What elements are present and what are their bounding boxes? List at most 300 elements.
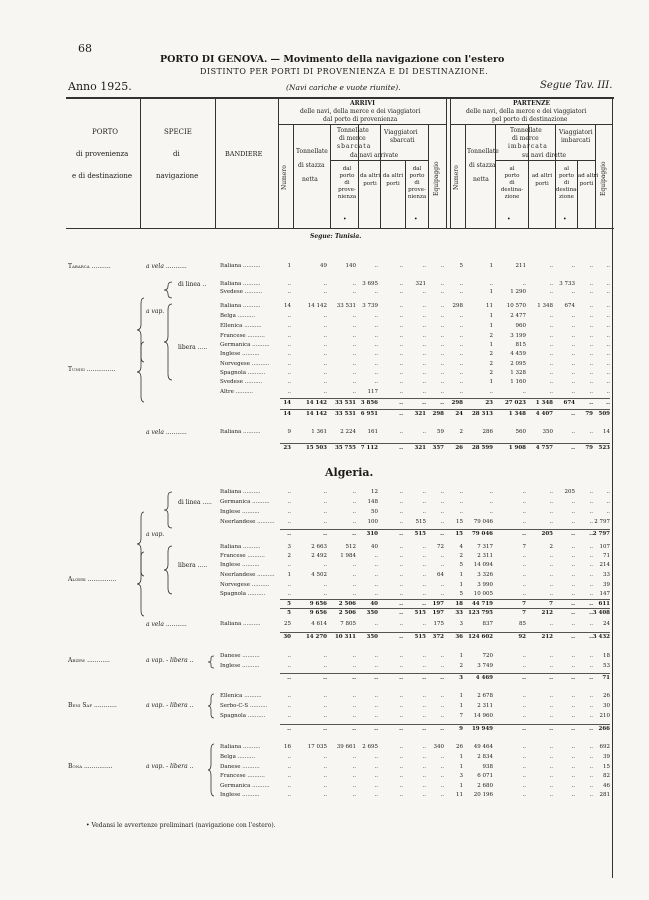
- header-stazza-par-2: di stazza: [469, 162, 496, 169]
- table-cell: ..: [399, 783, 403, 789]
- table-cell: ..: [571, 361, 575, 367]
- table-cell: ..: [399, 499, 403, 505]
- table-cell: ..: [374, 713, 378, 719]
- table-cell: ..: [440, 370, 444, 376]
- table-cell: ..: [440, 764, 444, 770]
- table-cell: ..: [422, 792, 426, 798]
- nav-arzew: a vap. - libera ..: [146, 657, 194, 664]
- header-porto-3: e di destinazione: [72, 172, 133, 180]
- table-cell: ..: [287, 342, 291, 348]
- flag-label: Serbo-C-S ..........: [220, 703, 268, 709]
- table-cell: ..: [352, 361, 356, 367]
- table-cell: 837: [482, 621, 493, 627]
- table-cell: 10 005: [473, 591, 493, 597]
- table-cell: ..: [440, 591, 444, 597]
- header-al-porto-viagg: al porto di destina- zione: [556, 166, 579, 200]
- table-cell: ..: [399, 663, 403, 669]
- table-cell: ..: [522, 754, 526, 760]
- table-cell: ..: [323, 693, 327, 699]
- table-cell: ..: [422, 379, 426, 385]
- col-divider: [495, 124, 496, 228]
- table-cell: 20 196: [473, 792, 493, 798]
- table-cell: ..: [589, 562, 593, 568]
- table-cell: 4 469: [475, 675, 493, 681]
- table-cell: ..: [399, 582, 403, 588]
- table-cell: ..: [522, 744, 526, 750]
- table-cell: ..: [399, 323, 403, 329]
- table-cell: ..: [549, 281, 553, 287]
- table-cell: 39 661: [336, 744, 356, 750]
- table-cell: ..: [399, 263, 403, 269]
- table-cell: ..: [323, 653, 327, 659]
- table-cell: ..: [399, 562, 403, 568]
- flag-label: Francese ..........: [220, 553, 265, 559]
- table-cell: 350: [542, 429, 553, 435]
- table-cell: 286: [482, 429, 493, 435]
- table-cell: 5: [459, 591, 463, 597]
- nav-algeri-linea: di linea .....: [178, 499, 212, 506]
- header-star-3: •: [507, 216, 511, 223]
- header-arrivi-sub2: dal porto di provenienza: [323, 116, 398, 123]
- table-cell: 107: [599, 544, 610, 550]
- page-title: PORTO DI GENOVA. — Movimento della navigazione con l'estero: [160, 54, 505, 65]
- table-cell: 39: [603, 754, 610, 760]
- table-cell: ..: [440, 351, 444, 357]
- table-cell: ..: [399, 744, 403, 750]
- table-cell: ..: [399, 445, 403, 451]
- table-cell: ..: [399, 389, 403, 395]
- table-cell: ..: [440, 562, 444, 568]
- table-cell: ..: [352, 342, 356, 348]
- table-cell: ..: [522, 489, 526, 495]
- table-cell: ..: [571, 582, 575, 588]
- year-label: Anno 1925.: [68, 80, 132, 93]
- table-cell: ..: [522, 572, 526, 578]
- table-cell: 7 805: [340, 621, 356, 627]
- flag-label: Danese ..........: [220, 764, 260, 770]
- table-cell: ..: [287, 663, 291, 669]
- table-cell: ..: [571, 675, 575, 681]
- table-cell: 2 695: [362, 744, 378, 750]
- table-cell: 815: [515, 342, 526, 348]
- col-divider: [428, 124, 429, 228]
- table-cell: ..: [374, 351, 378, 357]
- table-cell: ..: [374, 342, 378, 348]
- flag-label: Italiana ..........: [220, 303, 261, 309]
- table-cell: ..: [422, 313, 426, 319]
- flag-label: Neerlandese ..........: [220, 572, 275, 578]
- table-cell: ..: [323, 370, 327, 376]
- table-cell: ..: [571, 792, 575, 798]
- table-cell: 15: [603, 764, 610, 770]
- header-dal-porto-viagg: dal porto di prove- nienza: [407, 166, 427, 200]
- table-cell: ..: [422, 726, 426, 732]
- table-cell: ..: [571, 263, 575, 269]
- header-merce-sbarcata-1: Tonnellate: [337, 127, 369, 134]
- table-cell: 14 094: [473, 562, 493, 568]
- table-cell: ..: [571, 783, 575, 789]
- table-cell: 72: [437, 544, 444, 550]
- table-cell: ..: [459, 351, 463, 357]
- table-cell: ..: [549, 361, 553, 367]
- table-cell: ..: [522, 764, 526, 770]
- table-cell: ..: [374, 653, 378, 659]
- table-cell: 26: [455, 445, 463, 451]
- table-cell: ..: [399, 411, 403, 417]
- table-cell: 3 326: [477, 572, 493, 578]
- table-cell: 298: [432, 411, 444, 417]
- table-cell: ..: [571, 726, 575, 732]
- table-cell: ..: [352, 792, 356, 798]
- table-cell: ..: [287, 783, 291, 789]
- table-cell: 5: [287, 601, 291, 607]
- table-cell: 33 531: [336, 303, 356, 309]
- table-cell: ..: [352, 370, 356, 376]
- table-cell: 9: [287, 429, 291, 435]
- table-cell: ..: [323, 773, 327, 779]
- table-cell: 147: [599, 591, 610, 597]
- table-cell: ..: [522, 713, 526, 719]
- nav-algeri-vela: a vela ...........: [146, 621, 187, 628]
- table-cell: ..: [287, 281, 291, 287]
- table-cell: ..: [323, 289, 327, 295]
- table-cell: ..: [374, 572, 378, 578]
- table-cell: ..: [374, 379, 378, 385]
- flag-label: Norvegese ..........: [220, 582, 270, 588]
- table-cell: 1 328: [510, 370, 526, 376]
- port-bona: Bona ...............: [68, 763, 113, 770]
- table-cell: 161: [367, 429, 378, 435]
- table-cell: 212: [541, 634, 553, 640]
- section-algeria: Algeria.: [325, 466, 374, 479]
- table-cell: 6 071: [477, 773, 493, 779]
- table-cell: ..: [549, 653, 553, 659]
- table-cell: 6 951: [360, 411, 378, 417]
- table-cell: ..: [571, 653, 575, 659]
- flag-label: Belga ..........: [220, 754, 256, 760]
- table-cell: 23: [485, 400, 493, 406]
- port-arzew: Arzew ............: [68, 657, 110, 664]
- table-cell: ..: [399, 303, 403, 309]
- table-cell: ..: [589, 531, 593, 537]
- table-cell: 321: [414, 445, 426, 451]
- table-cell: ..: [589, 675, 593, 681]
- table-cell: ..: [440, 726, 444, 732]
- flag-label: Italiana ..........: [220, 429, 261, 435]
- table-cell: ..: [606, 281, 610, 287]
- table-cell: ..: [287, 713, 291, 719]
- header-arrivi: ARRIVI: [350, 100, 375, 107]
- table-cell: ..: [606, 499, 610, 505]
- table-cell: ..: [374, 754, 378, 760]
- table-cell: 2: [489, 351, 493, 357]
- port-tunisi: Tunisi ...............: [68, 366, 116, 373]
- table-cell: ..: [399, 544, 403, 550]
- table-cell: 357: [432, 445, 444, 451]
- table-cell: ..: [323, 562, 327, 568]
- table-cell: 40: [371, 544, 378, 550]
- table-cell: ..: [352, 562, 356, 568]
- table-cell: ..: [323, 389, 327, 395]
- table-cell: 4 757: [535, 445, 553, 451]
- table-cell: ..: [440, 531, 444, 537]
- table-cell: 2 311: [477, 703, 493, 709]
- table-cell: ..: [323, 783, 327, 789]
- header-merce-imbarcata-1: Tonnellate: [510, 127, 542, 134]
- nav-tunisi-vela: a vela ...........: [146, 429, 187, 436]
- table-cell: 960: [515, 323, 526, 329]
- table-cell: 33 531: [334, 411, 356, 417]
- table-cell: 1 348: [508, 411, 526, 417]
- table-cell: ..: [287, 323, 291, 329]
- table-cell: 4: [459, 544, 463, 550]
- table-cell: 2 477: [510, 313, 526, 319]
- table-cell: ..: [522, 519, 526, 525]
- table-cell: ..: [489, 509, 493, 515]
- table-cell: 3 199: [510, 333, 526, 339]
- table-cell: 3 856: [360, 400, 378, 406]
- table-cell: 560: [515, 429, 526, 435]
- table-cell: ..: [459, 333, 463, 339]
- table-cell: ..: [323, 792, 327, 798]
- table-cell: ..: [606, 323, 610, 329]
- table-cell: ..: [459, 289, 463, 295]
- flag-label: Norvegese ..........: [220, 361, 270, 367]
- table-cell: 1 361: [311, 429, 327, 435]
- table-cell: ..: [589, 370, 593, 376]
- table-cell: ..: [606, 351, 610, 357]
- header-viagg-sbarcati-1: Viaggiatori: [384, 129, 418, 136]
- table-cell: ..: [440, 342, 444, 348]
- table-cell: ..: [549, 499, 553, 505]
- table-cell: 2: [549, 544, 553, 550]
- table-cell: ..: [440, 582, 444, 588]
- table-cell: ..: [287, 773, 291, 779]
- table-cell: ..: [549, 675, 553, 681]
- table-cell: ..: [589, 610, 593, 616]
- table-cell: ..: [399, 519, 403, 525]
- table-cell: ..: [589, 653, 593, 659]
- flag-label: Danese ..........: [220, 653, 260, 659]
- table-cell: 1 348: [537, 303, 553, 309]
- table-cell: 2: [459, 429, 463, 435]
- flag-label: Inglese ..........: [220, 351, 260, 357]
- table-cell: ..: [589, 601, 593, 607]
- table-cell: ..: [422, 499, 426, 505]
- table-cell: ..: [352, 519, 356, 525]
- table-cell: ..: [440, 289, 444, 295]
- table-cell: 372: [432, 634, 444, 640]
- col-divider: [446, 98, 447, 228]
- table-cell: 1 348: [535, 400, 553, 406]
- table-cell: 27 023: [504, 400, 526, 406]
- flag-label: Belga ..........: [220, 313, 256, 319]
- header-merce-imbarcata-2: di merce: [512, 135, 539, 142]
- header-ad-altri-porti-merce: ad altri porti: [531, 173, 553, 187]
- table-cell: ..: [352, 726, 356, 732]
- table-cell: 310: [366, 531, 378, 537]
- table-cell: ..: [589, 703, 593, 709]
- table-cell: 197: [432, 610, 444, 616]
- header-specie-3: navigazione: [156, 172, 199, 180]
- table-cell: ..: [374, 553, 378, 559]
- table-cell: ..: [549, 693, 553, 699]
- table-cell: ..: [440, 693, 444, 699]
- table-cell: ..: [287, 519, 291, 525]
- table-cell: ..: [323, 703, 327, 709]
- table-cell: 321: [414, 411, 426, 417]
- footnote: • Vedansi le avvertenze preliminari (navigazione con l'estero).: [86, 822, 276, 829]
- table-cell: ..: [323, 591, 327, 597]
- header-viagg-imbarcati-2: imbarcati: [561, 137, 591, 144]
- table-cell: ..: [589, 764, 593, 770]
- table-cell: ..: [352, 313, 356, 319]
- table-cell: 515: [414, 634, 426, 640]
- table-cell: 30: [603, 703, 610, 709]
- table-cell: 18: [455, 601, 463, 607]
- table-cell: ..: [422, 263, 426, 269]
- table-cell: ..: [571, 553, 575, 559]
- table-cell: ..: [459, 342, 463, 348]
- table-cell: ..: [287, 754, 291, 760]
- table-cell: ..: [422, 663, 426, 669]
- table-cell: 79 046: [473, 519, 493, 525]
- table-cell: ..: [287, 764, 291, 770]
- flag-label: Inglese ..........: [220, 663, 260, 669]
- table-cell: ..: [589, 783, 593, 789]
- table-cell: ..: [522, 591, 526, 597]
- table-cell: ..: [571, 544, 575, 550]
- flag-label: Italiana ..........: [220, 489, 261, 495]
- table-cell: ..: [589, 361, 593, 367]
- table-cell: 1: [489, 323, 493, 329]
- table-cell: ..: [374, 773, 378, 779]
- table-cell: ..: [287, 351, 291, 357]
- table-cell: ..: [459, 489, 463, 495]
- table-cell: ..: [399, 591, 403, 597]
- table-cell: ..: [606, 370, 610, 376]
- table-cell: 1: [459, 572, 463, 578]
- table-cell: 15: [455, 531, 463, 537]
- subtotal-rule: [280, 443, 610, 444]
- table-cell: 2 492: [311, 553, 327, 559]
- table-cell: 15 503: [305, 445, 327, 451]
- table-cell: 515: [415, 519, 426, 525]
- table-cell: 3 733: [559, 281, 575, 287]
- table-cell: ..: [589, 499, 593, 505]
- table-cell: 117: [367, 389, 378, 395]
- col-divider: [577, 160, 578, 228]
- table-cell: ..: [323, 582, 327, 588]
- table-cell: ..: [352, 389, 356, 395]
- table-cell: ..: [589, 754, 593, 760]
- table-cell: ..: [323, 342, 327, 348]
- arrivi-sub-rule: [330, 160, 428, 161]
- section-tunisia: Segue: Tunisia.: [310, 233, 362, 240]
- table-cell: ..: [422, 544, 426, 550]
- table-cell: 33: [455, 610, 463, 616]
- table-cell: 14: [283, 400, 291, 406]
- table-cell: ..: [399, 754, 403, 760]
- table-cell: 71: [602, 675, 610, 681]
- table-cell: ..: [522, 783, 526, 789]
- table-cell: 1: [459, 754, 463, 760]
- table-cell: ..: [522, 553, 526, 559]
- table-cell: 44 719: [471, 601, 493, 607]
- col-divider: [278, 98, 279, 228]
- table-cell: ..: [522, 693, 526, 699]
- table-cell: 205: [541, 531, 553, 537]
- table-cell: 2: [459, 553, 463, 559]
- table-cell: ..: [422, 370, 426, 376]
- header-star-2: •: [414, 216, 418, 223]
- table-cell: 7 112: [360, 445, 378, 451]
- table-cell: 4 407: [535, 411, 553, 417]
- table-cell: ..: [571, 591, 575, 597]
- table-cell: ..: [549, 713, 553, 719]
- table-cell: 4 614: [311, 621, 327, 627]
- col-divider: [465, 124, 466, 228]
- table-cell: 7: [522, 610, 526, 616]
- table-cell: ..: [422, 713, 426, 719]
- table-cell: ..: [323, 754, 327, 760]
- table-cell: 2: [489, 333, 493, 339]
- table-cell: 692: [599, 744, 610, 750]
- header-stazza-arr-2: di stazza: [298, 162, 325, 169]
- table-cell: ..: [352, 289, 356, 295]
- table-cell: ..: [399, 400, 403, 406]
- header-partenze-sub2: pel porto di destinazione: [492, 116, 568, 123]
- table-cell: ..: [606, 489, 610, 495]
- table-cell: ..: [589, 519, 593, 525]
- flag-label: Germanica ..........: [220, 342, 270, 348]
- table-cell: ..: [522, 499, 526, 505]
- table-cell: ..: [352, 754, 356, 760]
- col-divider: [450, 98, 451, 228]
- table-cell: ..: [323, 675, 327, 681]
- table-cell: 2 797: [594, 519, 610, 525]
- table-cell: 7: [459, 713, 463, 719]
- table-cell: ..: [399, 634, 403, 640]
- table-cell: ..: [422, 783, 426, 789]
- table-cell: ..: [352, 499, 356, 505]
- table-cell: ..: [323, 663, 327, 669]
- header-da-altri-porti-arr: da altri porti: [360, 173, 381, 187]
- table-cell: ..: [589, 572, 593, 578]
- table-cell: ..: [606, 289, 610, 295]
- partenze-sub-rule: [495, 160, 595, 161]
- table-cell: 512: [345, 544, 356, 550]
- table-cell: ..: [422, 601, 426, 607]
- table-cell: 24: [455, 411, 463, 417]
- table-cell: ..: [422, 323, 426, 329]
- table-cell: 2 224: [340, 429, 356, 435]
- note-label: (Navi cariche e vuote riunite).: [286, 83, 401, 92]
- header-specie-1: SPECIE: [164, 128, 192, 136]
- table-cell: ..: [287, 582, 291, 588]
- table-cell: ..: [549, 333, 553, 339]
- table-cell: ..: [399, 703, 403, 709]
- table-cell: 509: [598, 411, 610, 417]
- table-cell: 5: [287, 610, 291, 616]
- table-cell: ..: [422, 773, 426, 779]
- table-cell: ..: [399, 531, 403, 537]
- table-cell: ..: [374, 333, 378, 339]
- table-cell: 18: [603, 653, 610, 659]
- table-cell: ..: [399, 610, 403, 616]
- table-cell: 79 046: [471, 531, 493, 537]
- table-cell: 1 984: [340, 553, 356, 559]
